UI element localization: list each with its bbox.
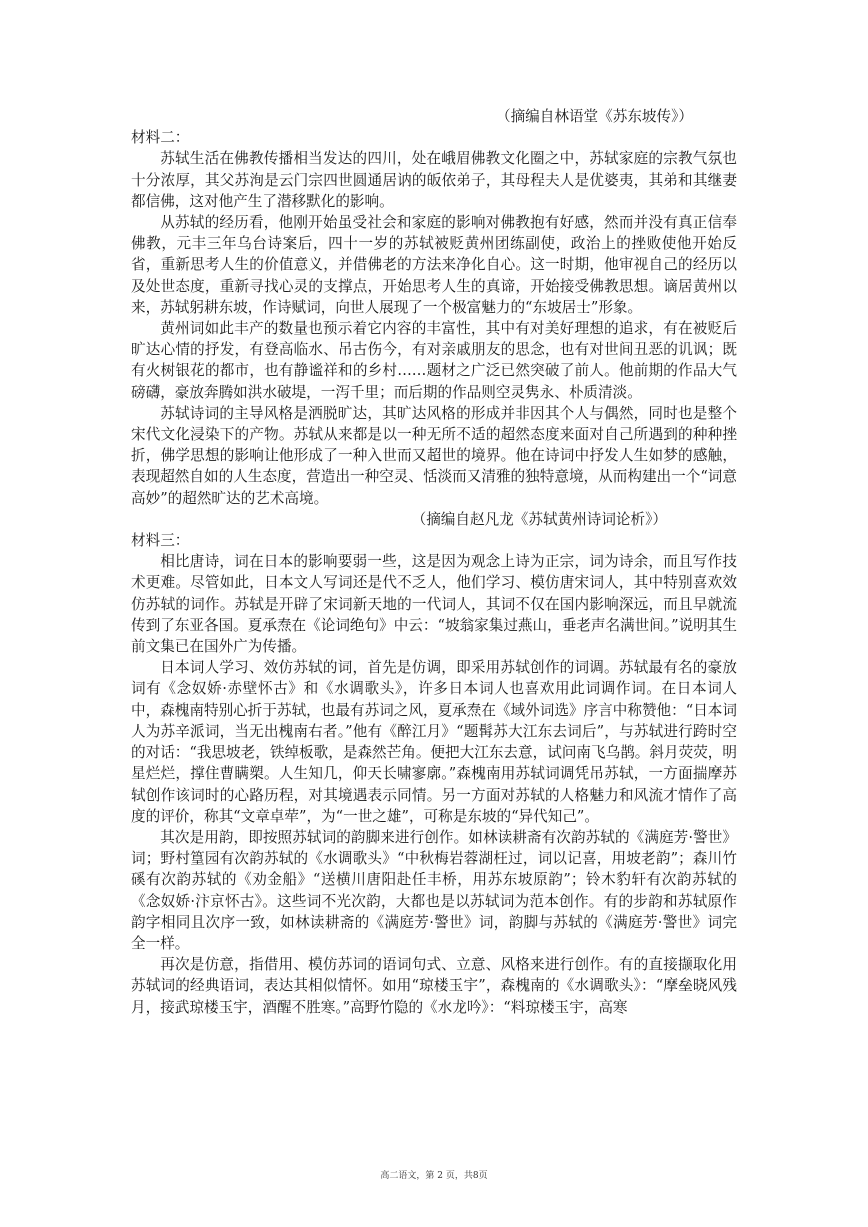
material-3-heading: 材料三：: [131, 532, 190, 550]
material-2-paragraph: 黄州词如此丰产的数量也预示着它内容的丰富性，其中有对美好理想的追求，有在被贬后旷达心情的抒发，有登高临水、吊古伤今，有对亲戚朋友的思念，也有对世间丑恶的讥讽；既有火树银花的都市，也有静谧祥和的乡村……题材之广泛已然突破了前人。他前期的作品大气磅礴，豪放奔腾如洪水破堤，一泻千里；而后期的作品则空灵隽永、朴质清淡。: [131, 320, 737, 401]
page-footer: 高二语文，第 2 页，共8页: [380, 1171, 488, 1181]
material-3-paragraph: 日本词人学习、效仿苏轼的词，首先是仿调，即采用苏轼创作的词调。苏轼最有名的豪放词有《念奴娇·赤壁怀古》和《水调歌头》，许多日本词人也喜欢用此词调作词。在日本词人中，森槐南特别心折于苏轼，也最有苏词之风，夏承焘在《域外词选》序言中称赞他：“日本词人为苏辛派词，当无出槐南右者。”他有《醉江月》“题髯苏大江东去词后”，与苏轼进行跨时空的对话：“我思坡老，铁绰板歌，是森然芒角。便把大江东去意，试问南飞乌鹊。斜月荧荧，明星烂烂，撑住曹瞒槊。人生知几，仰天长啸寥廓。”森槐南用苏轼词调凭吊苏轼，一方面揣摩苏轼创作该词时的心路历程，对其境遇表示同情。另一方面对苏轼的人格魅力和风流才情作了高度的评价，称其“文章卓荦”，为“一世之雄”，可称是东坡的“异代知己”。: [131, 659, 737, 825]
material-2-heading: 材料二：: [131, 129, 190, 147]
material-2-paragraph: 从苏轼的经历看，他刚开始虽受社会和家庭的影响对佛教抱有好感，然而并没有真正信奉佛教，元丰三年乌台诗案后，四十一岁的苏轼被贬黄州团练副使，政治上的挫败使他开始反省，重新思考人生的价值意义，并借佛老的方法来净化自心。这一时期，他审视自己的经历以及处世态度，重新寻找心灵的支撑点，开始思考人生的真谛，开始接受佛教思想。谪居黄州以来，苏轼躬耕东坡，作诗赋词，向世人展现了一个极富魅力的“东坡居士”形象。: [131, 214, 737, 316]
material-3-paragraph: 其次是用韵，即按照苏轼词的韵脚来进行创作。如林读耕斋有次韵苏轼的《满庭芳·警世》词；野村篁园有次韵苏轼的《水调歌头》“中秋梅岩蓉湖枉过，词以记喜，用坡老韵”；森川竹磎有次韵苏轼的《劝金船》“送横川唐阳赴任丰桥，用苏东坡原韵”；铃木豹轩有次韵苏轼的《念奴娇·汴京怀古》。这些词不光次韵，大都也是以苏轼词为范本创作。有的步韵和苏轼原作韵字相同且次序一致，如林读耕斋的《满庭芳·警世》词，韵脚与苏轼的《满庭芳·警世》词完全一样。: [131, 828, 737, 952]
material-2-paragraph: 苏轼诗词的主导风格是洒脱旷达，其旷达风格的形成并非因其个人与偶然，同时也是整个宋代文化浸染下的产物。苏轼从来都是以一种无所不适的超然态度来面对自己所遇到的种种挫折，佛学思想的影响让他形成了一种入世而又超世的境界。他在诗词中抒发人生如梦的感触，表现超然自如的人生态度，营造出一种空灵、恬淡而又清雅的独特意境，从而构建出一个“词意高妙”的超然旷达的艺术高境。: [131, 404, 737, 507]
material-3-paragraph: 再次是仿意，指借用、模仿苏词的语词句式、立意、风格来进行创作。有的直接撷取化用苏轼词的经典语词，表达其相似情怀。如用“琼楼玉宇”，森槐南的《水调歌头》：“摩垒晓风残月，接武琼楼玉宇，酒醒不胜寒。”高野竹隐的《水龙吟》：“料琼楼玉宇，高寒: [131, 956, 737, 1016]
document-body: [131, 106, 737, 1018]
material-2-paragraph: 苏轼生活在佛教传播相当发达的四川，处在峨眉佛教文化圈之中，苏轼家庭的宗教气氛也十分浓厚，其父苏洵是云门宗四世圆通居讷的皈依弟子，其母程夫人是优婆夷，其弟和其继妻都信佛，这对他产生了潜移默化的影响。: [131, 150, 737, 210]
material-3-paragraph: 相比唐诗，词在日本的影响要弱一些，这是因为观念上诗为正宗，词为诗余，而且写作技术更难。尽管如此，日本文人写词还是代不乏人，他们学习、模仿唐宋词人，其中特别喜欢效仿苏轼的词作。苏轼是开辟了宋词新天地的一代词人，其词不仅在国内影响深远，而且早就流传到了东亚各国。夏承焘在《论词绝句》中云：“坡翁家集过燕山，垂老声名满世间。”说明其生前文集已在国外广为传播。: [131, 553, 737, 656]
source-citation-2: （摘编自赵凡龙《苏轼黄州诗词论析》）: [411, 510, 667, 528]
source-citation-1: （摘编自林语堂《苏东坡传》）: [495, 108, 693, 125]
